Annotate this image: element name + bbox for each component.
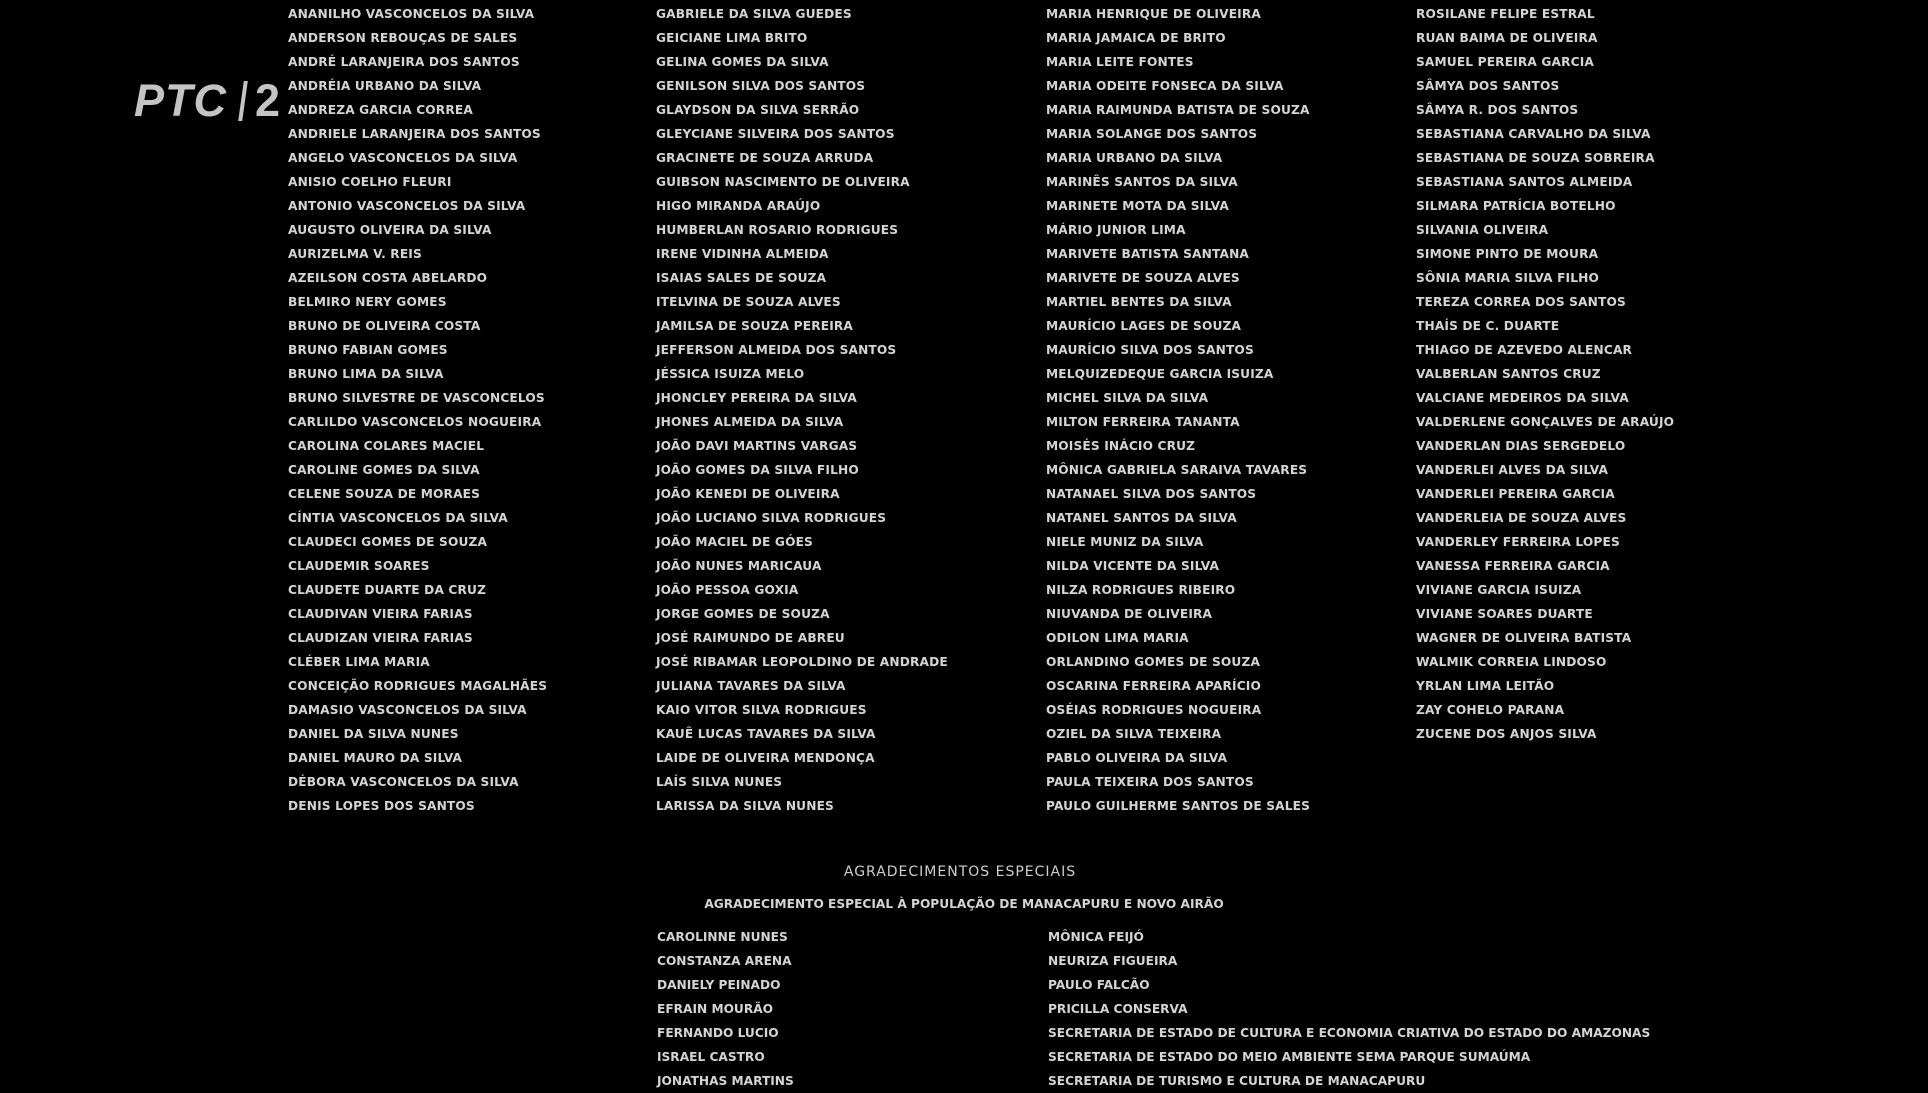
special-thanks-left-list (657, 925, 794, 1093)
credit-name: BRUNO FABIAN GOMES (288, 343, 448, 357)
credit-name: AZEILSON COSTA ABELARDO (288, 271, 488, 285)
credit-name: SÂMYA R. DOS SANTOS (1416, 103, 1579, 117)
credit-name: MARIA HENRIQUE DE OLIVEIRA (1046, 7, 1261, 21)
credit-name: YRLAN LIMA LEITÃO (1416, 679, 1555, 693)
credit-name: DANIEL MAURO DA SILVA (288, 751, 463, 765)
credit-name: BRUNO DE OLIVEIRA COSTA (288, 319, 481, 333)
credit-name: CONSTANZA ARENA (657, 954, 792, 968)
credit-name: ANDRÉ LARANJEIRA DOS SANTOS (288, 55, 520, 69)
credit-name: NIELE MUNIZ DA SILVA (1046, 535, 1204, 549)
credit-name: MARTIEL BENTES DA SILVA (1046, 295, 1232, 309)
credit-name: JÉSSICA ISUIZA MELO (656, 367, 805, 381)
special-thanks-right-list (1048, 925, 1650, 1093)
credit-name: JHONCLEY PEREIRA DA SILVA (656, 391, 857, 405)
credit-name: ORLANDINO GOMES DE SOUZA (1046, 655, 1261, 669)
credit-name: CELENE SOUZA DE MORAES (288, 487, 481, 501)
channel-logo (134, 75, 282, 126)
credit-name: MELQUIZEDEQUE GARCIA ISUIZA (1046, 367, 1274, 381)
credit-name: SEBASTIANA DE SOUZA SOBREIRA (1416, 151, 1655, 165)
credit-name: JAMILSA DE SOUZA PEREIRA (656, 319, 853, 333)
credit-name: ANGELO VASCONCELOS DA SILVA (288, 151, 518, 165)
credit-name: MICHEL SILVA DA SILVA (1046, 391, 1209, 405)
credit-name: CLAUDECI GOMES DE SOUZA (288, 535, 488, 549)
credit-name: DAMASIO VASCONCELOS DA SILVA (288, 703, 527, 717)
credit-name: CÍNTIA VASCONCELOS DA SILVA (288, 511, 508, 525)
credit-name: JORGE GOMES DE SOUZA (656, 607, 830, 621)
credit-name: BRUNO SILVESTRE DE VASCONCELOS (288, 391, 545, 405)
credit-name: GRACINETE DE SOUZA ARRUDA (656, 151, 874, 165)
credit-name: ROSILANE FELIPE ESTRAL (1416, 7, 1595, 21)
credit-name: CONCEIÇÃO RODRIGUES MAGALHÃES (288, 679, 548, 693)
credit-name: MARIA RAIMUNDA BATISTA DE SOUZA (1046, 103, 1310, 117)
credit-name: GLAYDSON DA SILVA SERRÃO (656, 103, 860, 117)
credit-name: SÂMYA DOS SANTOS (1416, 79, 1560, 93)
credit-name: SECRETARIA DE ESTADO DE CULTURA E ECONOMIA CRIATIVA DO ESTADO DO AMAZONAS (1048, 1026, 1651, 1040)
credit-name: JOSÉ RAIMUNDO DE ABREU (656, 631, 845, 645)
credit-name: BRUNO LIMA DA SILVA (288, 367, 444, 381)
credit-name: VANDERLEIA DE SOUZA ALVES (1416, 511, 1627, 525)
credit-name: ODILON LIMA MARIA (1046, 631, 1189, 645)
credit-name: JULIANA TAVARES DA SILVA (656, 679, 846, 693)
credit-name: VANDERLAN DIAS SERGEDELO (1416, 439, 1626, 453)
credit-name: ANDRIELE LARANJEIRA DOS SANTOS (288, 127, 541, 141)
credit-name: LARISSA DA SILVA NUNES (656, 799, 834, 813)
credit-name: SÔNIA MARIA SILVA FILHO (1416, 271, 1600, 285)
channel-logo-divider (238, 81, 248, 121)
credit-name: CLAUDEMIR SOARES (288, 559, 430, 573)
credit-name: HUMBERLAN ROSARIO RODRIGUES (656, 223, 899, 237)
credit-name: AURIZELMA V. REIS (288, 247, 422, 261)
credit-name: GUIBSON NASCIMENTO DE OLIVEIRA (656, 175, 910, 189)
credit-name: MARIA LEITE FONTES (1046, 55, 1194, 69)
credit-name: MILTON FERREIRA TANANTA (1046, 415, 1240, 429)
credit-name: ZAY COHELO PARANA (1416, 703, 1565, 717)
credit-name: HIGO MIRANDA ARAÚJO (656, 199, 821, 213)
credit-name: LAIDE DE OLIVEIRA MENDONÇA (656, 751, 875, 765)
credit-name: NATANEL SANTOS DA SILVA (1046, 511, 1237, 525)
credit-name: AUGUSTO OLIVEIRA DA SILVA (288, 223, 492, 237)
credit-name: JEFFERSON ALMEIDA DOS SANTOS (656, 343, 897, 357)
credit-name: VANDERLEI PEREIRA GARCIA (1416, 487, 1615, 501)
credit-name: VANDERLEI ALVES DA SILVA (1416, 463, 1609, 477)
credit-name: ITELVINA DE SOUZA ALVES (656, 295, 841, 309)
credit-name: PAULA TEIXEIRA DOS SANTOS (1046, 775, 1254, 789)
credit-name: FERNANDO LUCIO (657, 1026, 779, 1040)
special-thanks-subtitle: AGRADECIMENTO ESPECIAL À POPULAÇÃO DE MANACAPURU E NOVO AIRÃO (704, 897, 1224, 911)
credit-name: NATANAEL SILVA DOS SANTOS (1046, 487, 1257, 501)
credit-name: THIAGO DE AZEVEDO ALENCAR (1416, 343, 1633, 357)
credit-name: NILZA RODRIGUES RIBEIRO (1046, 583, 1236, 597)
credit-name: JOÃO NUNES MARICAUA (656, 559, 822, 573)
credit-name: ISRAEL CASTRO (657, 1050, 765, 1064)
credit-name: RUAN BAIMA DE OLIVEIRA (1416, 31, 1598, 45)
credit-name: SILVANIA OLIVEIRA (1416, 223, 1549, 237)
credit-name: VALCIANE MEDEIROS DA SILVA (1416, 391, 1629, 405)
credit-name: CLAUDIZAN VIEIRA FARIAS (288, 631, 473, 645)
credit-name: MOISÉS INÁCIO CRUZ (1046, 439, 1196, 453)
credit-name: MARIVETE BATISTA SANTANA (1046, 247, 1250, 261)
credit-name: JOÃO LUCIANO SILVA RODRIGUES (656, 511, 887, 525)
credit-name: SAMUEL PEREIRA GARCIA (1416, 55, 1595, 69)
credit-name: IRENE VIDINHA ALMEIDA (656, 247, 829, 261)
credit-name: MAURÍCIO SILVA DOS SANTOS (1046, 343, 1254, 357)
credit-name: DENIS LOPES DOS SANTOS (288, 799, 475, 813)
credit-name: WAGNER DE OLIVEIRA BATISTA (1416, 631, 1632, 645)
credit-name: ANDREZA GARCIA CORREA (288, 103, 473, 117)
credit-name: DANIEL DA SILVA NUNES (288, 727, 459, 741)
channel-logo-number: 2 (255, 75, 282, 126)
credit-name: OSCARINA FERREIRA APARÍCIO (1046, 679, 1261, 693)
credit-name: JOÃO DAVI MARTINS VARGAS (656, 439, 858, 453)
credit-name: MARINÊS SANTOS DA SILVA (1046, 175, 1238, 189)
credits-column-4 (1416, 2, 1674, 746)
credit-name: MARIA SOLANGE DOS SANTOS (1046, 127, 1258, 141)
credit-name: SEBASTIANA SANTOS ALMEIDA (1416, 175, 1633, 189)
credit-name: PAULO FALCÃO (1048, 978, 1150, 992)
credit-name: CLÉBER LIMA MARIA (288, 655, 430, 669)
credit-name: PABLO OLIVEIRA DA SILVA (1046, 751, 1228, 765)
credit-name: ISAIAS SALES DE SOUZA (656, 271, 827, 285)
credit-name: MARINETE MOTA DA SILVA (1046, 199, 1229, 213)
credit-name: ANDERSON REBOUÇAS DE SALES (288, 31, 518, 45)
credit-name: GELINA GOMES DA SILVA (656, 55, 829, 69)
credit-name: JONATHAS MARTINS (657, 1074, 794, 1088)
credit-name: SIMONE PINTO DE MOURA (1416, 247, 1599, 261)
credit-name: ZUCENE DOS ANJOS SILVA (1416, 727, 1597, 741)
credit-name: SECRETARIA DE ESTADO DO MEIO AMBIENTE SEMA PARQUE SUMAÚMA (1048, 1050, 1531, 1064)
credit-name: MÔNICA GABRIELA SARAIVA TAVARES (1046, 463, 1308, 477)
credit-name: VALBERLAN SANTOS CRUZ (1416, 367, 1601, 381)
credit-name: PRICILLA CONSERVA (1048, 1002, 1188, 1016)
channel-logo-name: PTC (134, 75, 227, 126)
credit-name: DÉBORA VASCONCELOS DA SILVA (288, 775, 519, 789)
credit-name: VALDERLENE GONÇALVES DE ARAÚJO (1416, 415, 1675, 429)
special-thanks-title: AGRADECIMENTOS ESPECIAIS (843, 864, 1077, 880)
credit-name: JOÃO KENEDI DE OLIVEIRA (656, 487, 840, 501)
credit-name: JOÃO GOMES DA SILVA FILHO (656, 463, 859, 477)
credits-column-3 (1046, 2, 1310, 818)
credit-name: GEICIANE LIMA BRITO (656, 31, 808, 45)
credit-name: SILMARA PATRÍCIA BOTELHO (1416, 199, 1616, 213)
credit-name: GLEYCIANE SILVEIRA DOS SANTOS (656, 127, 895, 141)
credit-name: SECRETARIA DE TURISMO E CULTURA DE MANACAPURU (1048, 1074, 1426, 1088)
credit-name: MARIA ODEITE FONSECA DA SILVA (1046, 79, 1284, 93)
credits-column-1 (288, 2, 547, 818)
credit-name: ANTONIO VASCONCELOS DA SILVA (288, 199, 526, 213)
credit-name: ANISIO COELHO FLEURI (288, 175, 452, 189)
credit-name: CARLILDO VASCONCELOS NOGUEIRA (288, 415, 542, 429)
credit-name: KAIO VITOR SILVA RODRIGUES (656, 703, 867, 717)
credit-name: TEREZA CORREA DOS SANTOS (1416, 295, 1626, 309)
credit-name: VANESSA FERREIRA GARCIA (1416, 559, 1610, 573)
credit-name: OZIEL DA SILVA TEIXEIRA (1046, 727, 1222, 741)
credit-name: DANIELY PEINADO (657, 978, 781, 992)
credit-name: OSÉIAS RODRIGUES NOGUEIRA (1046, 703, 1262, 717)
credit-name: THAÍS DE C. DUARTE (1416, 319, 1560, 333)
credit-name: JHONES ALMEIDA DA SILVA (656, 415, 844, 429)
credit-name: CLAUDIVAN VIEIRA FARIAS (288, 607, 473, 621)
credit-name: JOSÉ RIBAMAR LEOPOLDINO DE ANDRADE (656, 655, 948, 669)
credit-name: CLAUDETE DUARTE DA CRUZ (288, 583, 487, 597)
credit-name: GENILSON SILVA DOS SANTOS (656, 79, 866, 93)
credit-name: CAROLINA COLARES MACIEL (288, 439, 485, 453)
credit-name: EFRAIN MOURÃO (657, 1002, 774, 1016)
credit-name: ANDRÉIA URBANO DA SILVA (288, 79, 482, 93)
credit-name: MAURÍCIO LAGES DE SOUZA (1046, 319, 1242, 333)
credit-name: SEBASTIANA CARVALHO DA SILVA (1416, 127, 1651, 141)
credits-column-2 (656, 2, 948, 818)
credit-name: ANANILHO VASCONCELOS DA SILVA (288, 7, 535, 21)
credit-name: LAÍS SILVA NUNES (656, 775, 783, 789)
credit-name: PAULO GUILHERME SANTOS DE SALES (1046, 799, 1311, 813)
credit-name: NIUVANDA DE OLIVEIRA (1046, 607, 1213, 621)
credit-name: JOÃO MACIEL DE GÓES (656, 535, 813, 549)
credit-name: CAROLINE GOMES DA SILVA (288, 463, 480, 477)
credit-name: VIVIANE SOARES DUARTE (1416, 607, 1593, 621)
credit-name: MARIA URBANO DA SILVA (1046, 151, 1223, 165)
credit-name: MARIVETE DE SOUZA ALVES (1046, 271, 1240, 285)
credit-name: MÔNICA FEIJÓ (1048, 930, 1144, 944)
credit-name: MARIA JAMAICA DE BRITO (1046, 31, 1226, 45)
credit-name: WALMIK CORREIA LINDOSO (1416, 655, 1607, 669)
credit-name: CAROLINNE NUNES (657, 930, 788, 944)
credit-name: MÁRIO JUNIOR LIMA (1046, 223, 1186, 237)
credit-name: NEURIZA FIGUEIRA (1048, 954, 1178, 968)
credit-name: KAUÊ LUCAS TAVARES DA SILVA (656, 727, 876, 741)
credit-name: JOÃO PESSOA GOXIA (656, 583, 799, 597)
credit-name: BELMIRO NERY GOMES (288, 295, 447, 309)
credit-name: VIVIANE GARCIA ISUIZA (1416, 583, 1582, 597)
credit-name: GABRIELE DA SILVA GUEDES (656, 7, 852, 21)
credit-name: VANDERLEY FERREIRA LOPES (1416, 535, 1620, 549)
credit-name: NILDA VICENTE DA SILVA (1046, 559, 1220, 573)
